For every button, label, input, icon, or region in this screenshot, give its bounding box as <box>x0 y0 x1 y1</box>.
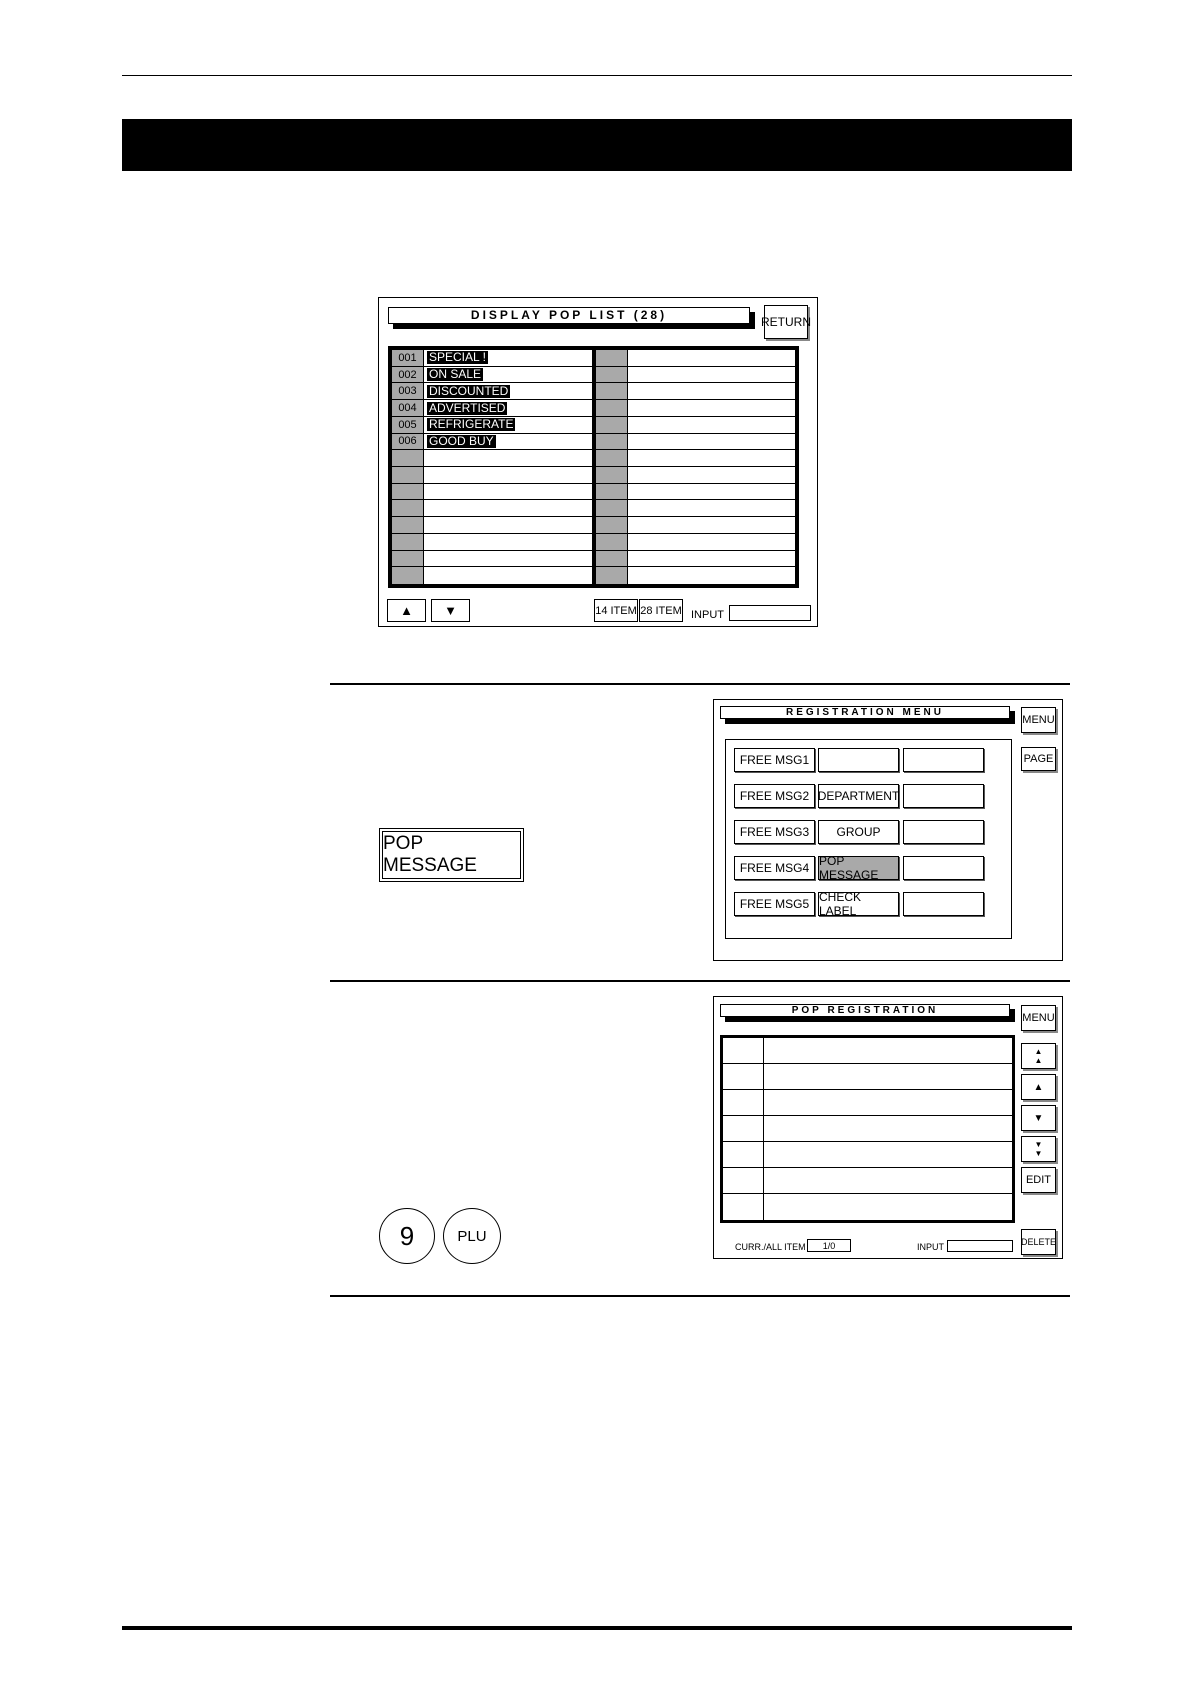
pop-message-key-label: POP MESSAGE <box>382 831 521 879</box>
table-row[interactable] <box>596 517 796 534</box>
table-row[interactable] <box>596 500 796 517</box>
menu-cell-r2-c3[interactable] <box>903 784 984 808</box>
table-row[interactable] <box>596 400 796 417</box>
pop-message-cell <box>628 500 796 516</box>
registration-menu-grid <box>725 739 1012 939</box>
menu-cell-r4-c1[interactable]: FREE MSG4 <box>734 856 815 880</box>
table-row[interactable] <box>596 551 796 568</box>
pop-registration-table <box>720 1035 1015 1223</box>
table-row[interactable] <box>392 350 592 367</box>
menu-cell-r1-c1[interactable]: FREE MSG1 <box>734 748 815 772</box>
table-row[interactable] <box>596 367 796 384</box>
reg-number-cell <box>723 1064 764 1089</box>
input-field[interactable] <box>729 605 811 621</box>
pop-registration-title: POP REGISTRATION <box>720 1004 1010 1017</box>
menu-cell-r3-c2[interactable]: GROUP <box>818 820 899 844</box>
pop-number-cell: 005 <box>392 417 424 433</box>
pop-number-cell <box>596 367 628 383</box>
table-row[interactable] <box>392 567 592 584</box>
curr-all-item-value: 1/0 <box>807 1239 851 1252</box>
pop-number-cell <box>392 534 424 550</box>
pop-number-cell <box>596 484 628 500</box>
pop-message-cell <box>628 417 796 433</box>
table-row[interactable] <box>392 500 592 517</box>
footer-rule <box>122 1626 1072 1630</box>
pop-number-cell: 003 <box>392 383 424 399</box>
pop-number-cell <box>596 551 628 567</box>
reg-number-cell <box>723 1194 764 1220</box>
table-row[interactable] <box>596 534 796 551</box>
pop-number-cell: 006 <box>392 434 424 450</box>
pop-message-cell <box>628 551 796 567</box>
pop-number-cell <box>392 484 424 500</box>
scroll-up-button[interactable] <box>387 599 426 622</box>
down-arrow-icon: ▼ <box>444 603 457 618</box>
table-row[interactable] <box>596 434 796 451</box>
pop-input-field[interactable] <box>947 1240 1013 1252</box>
table-row[interactable] <box>392 534 592 551</box>
table-row[interactable] <box>723 1064 1012 1090</box>
pop-message-text: ON SALE <box>429 367 482 382</box>
pop-message-cell <box>424 551 592 567</box>
pop-message-text: ADVERTISED <box>429 400 506 415</box>
pop-message-cell <box>628 367 796 383</box>
pop-message-cell <box>424 567 592 584</box>
table-row[interactable] <box>392 434 592 451</box>
pop-message-cell <box>628 434 796 450</box>
pop-message-cell <box>424 484 592 500</box>
delete-button[interactable]: DELETE <box>1021 1229 1056 1255</box>
table-row[interactable] <box>723 1142 1012 1168</box>
pop-number-cell <box>596 417 628 433</box>
menu-cell-r2-c1[interactable]: FREE MSG2 <box>734 784 815 808</box>
pop-menu-button[interactable]: MENU <box>1021 1005 1056 1031</box>
table-row[interactable] <box>596 383 796 400</box>
pop-number-cell <box>596 467 628 483</box>
reg-number-cell <box>723 1090 764 1115</box>
pop-number-cell: 004 <box>392 400 424 416</box>
menu-cell-r5-c2[interactable]: CHECK LABEL <box>818 892 899 916</box>
pop-message-cell <box>424 350 592 366</box>
pop-number-cell: 002 <box>392 367 424 383</box>
curr-all-item-label: CURR./ALL ITEM <box>735 1242 806 1252</box>
pop-number-cell <box>596 500 628 516</box>
plu-key[interactable] <box>443 1208 501 1264</box>
pop-message-key[interactable] <box>379 828 524 882</box>
table-row[interactable] <box>392 417 592 434</box>
pop-message-cell <box>424 400 592 416</box>
menu-cell-r4-c2[interactable]: POP MESSAGE <box>818 856 899 880</box>
item-28-button[interactable]: 28 ITEM <box>639 599 683 622</box>
separator-3 <box>330 1295 1070 1297</box>
separator-1 <box>330 683 1070 685</box>
reg-number-cell <box>723 1142 764 1167</box>
menu-cell-r1-c3[interactable] <box>903 748 984 772</box>
table-row[interactable] <box>596 350 796 367</box>
page-down-button[interactable] <box>1021 1136 1056 1162</box>
reg-text-cell <box>764 1064 1012 1089</box>
pop-list-left-column <box>392 350 596 584</box>
table-row[interactable] <box>596 450 796 467</box>
pop-number-cell <box>392 467 424 483</box>
registration-menu-screen <box>713 699 1063 961</box>
table-row[interactable] <box>723 1194 1012 1220</box>
page-up-button[interactable] <box>1021 1043 1056 1069</box>
menu-cell-r5-c3[interactable] <box>903 892 984 916</box>
menu-cell-r5-c1[interactable]: FREE MSG5 <box>734 892 815 916</box>
reg-text-cell <box>764 1168 1012 1193</box>
plu-key-label: PLU <box>457 1227 487 1245</box>
pop-number-cell <box>392 450 424 466</box>
pop-message-cell <box>628 534 796 550</box>
table-row[interactable] <box>392 367 592 384</box>
pop-number-cell <box>392 551 424 567</box>
reg-number-cell <box>723 1168 764 1193</box>
pop-registration-screen <box>713 996 1063 1259</box>
reg-number-cell <box>723 1038 764 1063</box>
table-row[interactable] <box>392 484 592 501</box>
pop-number-cell <box>596 350 628 366</box>
menu-cell-r2-c2[interactable]: DEPARTMENT <box>818 784 899 808</box>
down-arrow-icon: ▼ <box>1033 1112 1044 1124</box>
pop-message-text: DISCOUNTED <box>429 383 509 398</box>
nine-key-label: 9 <box>399 1220 415 1251</box>
table-row[interactable] <box>596 484 796 501</box>
pop-message-cell <box>424 467 592 483</box>
reg-text-cell <box>764 1142 1012 1167</box>
menu-cell-r3-c1[interactable]: FREE MSG3 <box>734 820 815 844</box>
pop-message-cell <box>628 567 796 584</box>
display-pop-list-title: DISPLAY POP LIST (28) <box>388 307 750 324</box>
pop-number-cell <box>596 517 628 533</box>
pop-number-cell <box>392 517 424 533</box>
pop-message-text: REFRIGERATE <box>429 417 514 432</box>
pop-number-cell <box>392 500 424 516</box>
pop-message-cell <box>424 367 592 383</box>
reg-number-cell <box>723 1116 764 1141</box>
pop-message-cell <box>628 400 796 416</box>
pop-number-cell <box>596 450 628 466</box>
menu-cell-r1-c2[interactable] <box>818 748 899 772</box>
table-row[interactable] <box>723 1116 1012 1142</box>
table-row[interactable] <box>723 1038 1012 1064</box>
registration-menu-title: REGISTRATION MENU <box>720 706 1010 719</box>
pop-number-cell <box>392 567 424 584</box>
page-button[interactable]: PAGE <box>1021 747 1056 771</box>
table-row[interactable] <box>392 400 592 417</box>
pop-message-cell <box>628 450 796 466</box>
pop-message-cell <box>628 467 796 483</box>
page-down-icon: ▼▼ <box>1034 1140 1043 1158</box>
pop-list-table <box>388 346 799 588</box>
input-label: INPUT <box>691 609 724 621</box>
separator-2 <box>330 980 1070 982</box>
pop-message-cell <box>424 417 592 433</box>
pop-message-text: SPECIAL ! <box>429 350 486 365</box>
table-row[interactable] <box>596 567 796 584</box>
header-rule <box>122 75 1072 76</box>
up-arrow-icon: ▲ <box>400 603 413 618</box>
up-arrow-icon: ▲ <box>1033 1081 1044 1093</box>
item-14-button[interactable]: 14 ITEM <box>594 599 638 622</box>
pop-message-cell <box>424 434 592 450</box>
pop-input-label: INPUT <box>917 1242 944 1252</box>
pop-message-text: GOOD BUY <box>429 433 494 448</box>
menu-cell-r3-c3[interactable] <box>903 820 984 844</box>
display-pop-list-screen <box>378 297 818 627</box>
table-row[interactable] <box>596 417 796 434</box>
pop-message-cell <box>424 383 592 399</box>
pop-number-cell: 001 <box>392 350 424 366</box>
menu-cell-r4-c3[interactable] <box>903 856 984 880</box>
pop-number-cell <box>596 400 628 416</box>
table-row[interactable] <box>392 450 592 467</box>
reg-text-cell <box>764 1038 1012 1063</box>
pop-number-cell <box>596 434 628 450</box>
table-row[interactable] <box>392 467 592 484</box>
table-row[interactable] <box>723 1168 1012 1194</box>
line-down-button[interactable] <box>1021 1105 1056 1131</box>
menu-button[interactable]: MENU <box>1021 707 1056 733</box>
table-row[interactable] <box>723 1090 1012 1116</box>
pop-number-cell <box>596 383 628 399</box>
nine-key[interactable] <box>379 1208 435 1264</box>
section-banner <box>122 119 1072 171</box>
pop-message-cell <box>628 484 796 500</box>
pop-message-cell <box>628 350 796 366</box>
pop-number-cell <box>596 534 628 550</box>
table-row[interactable] <box>596 467 796 484</box>
pop-message-cell <box>424 534 592 550</box>
scroll-down-button[interactable] <box>431 599 470 622</box>
line-up-button[interactable] <box>1021 1074 1056 1100</box>
pop-message-cell <box>628 383 796 399</box>
reg-text-cell <box>764 1194 1012 1220</box>
pop-message-cell <box>424 500 592 516</box>
page-up-icon: ▲▲ <box>1034 1047 1043 1065</box>
pop-message-cell <box>424 517 592 533</box>
reg-text-cell <box>764 1090 1012 1115</box>
table-row[interactable] <box>392 551 592 568</box>
pop-number-cell <box>596 567 628 584</box>
table-row[interactable] <box>392 517 592 534</box>
pop-list-right-column <box>596 350 796 584</box>
edit-button[interactable]: EDIT <box>1021 1167 1056 1193</box>
pop-message-cell <box>628 517 796 533</box>
table-row[interactable] <box>392 383 592 400</box>
pop-message-cell <box>424 450 592 466</box>
reg-text-cell <box>764 1116 1012 1141</box>
return-button[interactable]: RETURN <box>764 305 808 339</box>
